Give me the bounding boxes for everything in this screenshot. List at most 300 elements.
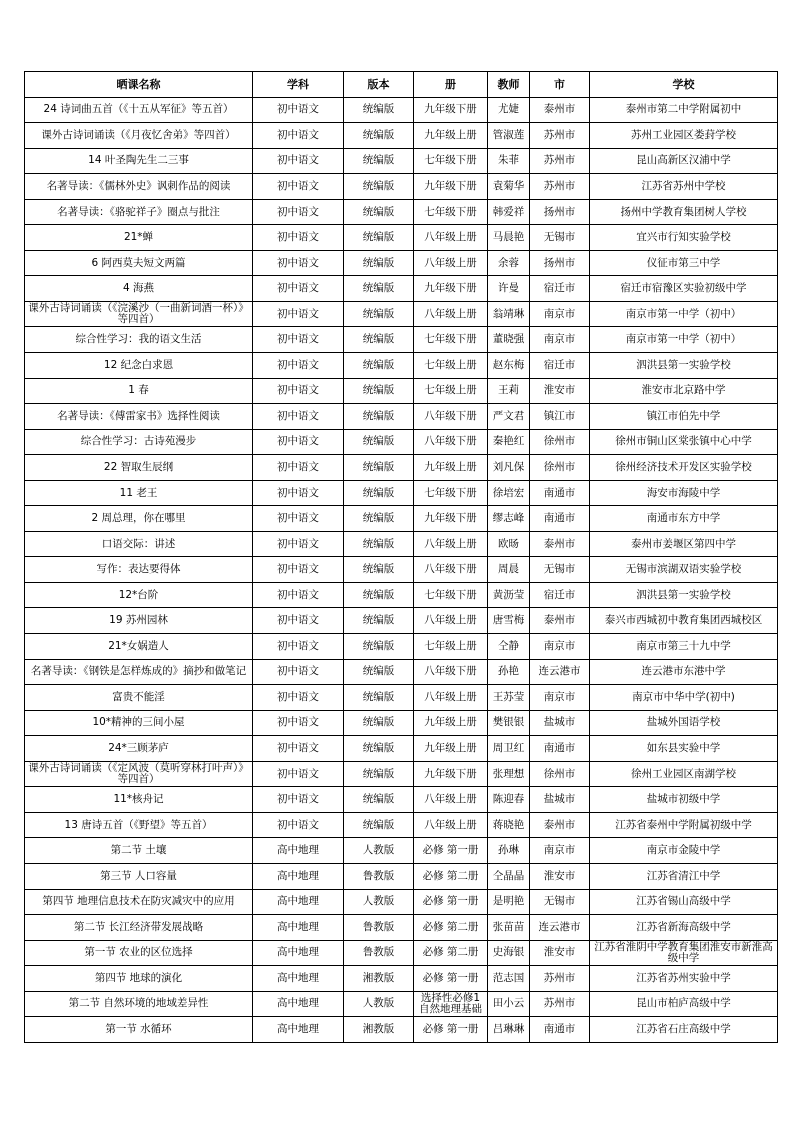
cell-volume: 九年级上册 <box>414 710 488 736</box>
cell-subject: 初中语文 <box>253 659 344 685</box>
table-row <box>25 429 778 455</box>
cell-school: 南京市金陵中学 <box>590 838 778 864</box>
cell-edition: 统编版 <box>344 404 414 430</box>
cell-subject: 初中语文 <box>253 429 344 455</box>
cell-teacher: 刘凡保 <box>488 455 530 481</box>
cell-city: 苏州市 <box>530 148 590 174</box>
cell-teacher: 严文君 <box>488 404 530 430</box>
cell-subject: 初中语文 <box>253 378 344 404</box>
cell-lesson-name: 12 纪念白求恩 <box>25 353 253 379</box>
table-row <box>25 353 778 379</box>
cell-school: 泰兴市西城初中教育集团西城校区 <box>590 608 778 634</box>
cell-volume: 九年级上册 <box>414 736 488 762</box>
cell-edition: 统编版 <box>344 710 414 736</box>
cell-school: 盐城外国语学校 <box>590 710 778 736</box>
cell-lesson-name: 名著导读：《骆驼祥子》圈点与批注 <box>25 199 253 225</box>
cell-subject: 初中语文 <box>253 276 344 302</box>
cell-volume: 八年级下册 <box>414 557 488 583</box>
cell-city: 扬州市 <box>530 250 590 276</box>
cell-volume: 必修 第二册 <box>414 863 488 889</box>
table-row <box>25 174 778 200</box>
cell-teacher: 是明艳 <box>488 889 530 915</box>
table-row <box>25 634 778 660</box>
cell-subject: 初中语文 <box>253 557 344 583</box>
cell-subject: 初中语文 <box>253 225 344 251</box>
cell-edition: 统编版 <box>344 812 414 838</box>
cell-teacher: 孙艳 <box>488 659 530 685</box>
lesson-table <box>24 71 778 1043</box>
cell-lesson-name: 13 唐诗五首（《野望》等五首） <box>25 812 253 838</box>
cell-city: 徐州市 <box>530 429 590 455</box>
header-lesson-name: 晒课名称 <box>25 72 253 98</box>
cell-subject: 高中地理 <box>253 889 344 915</box>
cell-edition: 人教版 <box>344 991 414 1017</box>
cell-teacher: 范志国 <box>488 966 530 992</box>
cell-school: 无锡市滨湖双语实验学校 <box>590 557 778 583</box>
cell-teacher: 周晨 <box>488 557 530 583</box>
table-row <box>25 838 778 864</box>
cell-lesson-name: 11 老王 <box>25 480 253 506</box>
cell-volume: 七年级上册 <box>414 353 488 379</box>
cell-edition: 鲁教版 <box>344 915 414 941</box>
cell-edition: 统编版 <box>344 531 414 557</box>
cell-edition: 统编版 <box>344 353 414 379</box>
cell-lesson-name: 1 春 <box>25 378 253 404</box>
cell-city: 苏州市 <box>530 123 590 149</box>
cell-volume: 八年级上册 <box>414 301 488 327</box>
cell-school: 泰州市第二中学附属初中 <box>590 97 778 123</box>
cell-school: 如东县实验中学 <box>590 736 778 762</box>
table-row <box>25 915 778 941</box>
cell-volume: 九年级下册 <box>414 97 488 123</box>
cell-city: 徐州市 <box>530 761 590 787</box>
cell-teacher: 张苗苗 <box>488 915 530 941</box>
cell-teacher: 韩爱祥 <box>488 199 530 225</box>
table-row <box>25 1017 778 1043</box>
cell-teacher: 仝静 <box>488 634 530 660</box>
cell-teacher: 欧旸 <box>488 531 530 557</box>
cell-volume: 七年级下册 <box>414 148 488 174</box>
cell-edition: 统编版 <box>344 582 414 608</box>
cell-volume: 九年级下册 <box>414 174 488 200</box>
cell-city: 南京市 <box>530 685 590 711</box>
cell-volume: 八年级上册 <box>414 812 488 838</box>
cell-edition: 统编版 <box>344 327 414 353</box>
table-row <box>25 736 778 762</box>
cell-edition: 统编版 <box>344 199 414 225</box>
cell-lesson-name: 22 智取生辰纲 <box>25 455 253 481</box>
cell-lesson-name: 综合性学习：我的语文生活 <box>25 327 253 353</box>
table-row <box>25 148 778 174</box>
cell-city: 南京市 <box>530 634 590 660</box>
cell-lesson-name: 第一节 水循环 <box>25 1017 253 1043</box>
cell-school: 南京市中华中学(初中) <box>590 685 778 711</box>
cell-volume: 八年级上册 <box>414 685 488 711</box>
cell-volume: 必修 第二册 <box>414 940 488 966</box>
cell-subject: 初中语文 <box>253 812 344 838</box>
cell-school: 江苏省锡山高级中学 <box>590 889 778 915</box>
cell-volume: 必修 第一册 <box>414 1017 488 1043</box>
cell-subject: 初中语文 <box>253 608 344 634</box>
cell-subject: 初中语文 <box>253 301 344 327</box>
cell-subject: 高中地理 <box>253 966 344 992</box>
cell-lesson-name: 24 诗词曲五首（《十五从军征》等五首） <box>25 97 253 123</box>
cell-school: 江苏省清江中学 <box>590 863 778 889</box>
cell-school: 盐城市初级中学 <box>590 787 778 813</box>
cell-city: 南京市 <box>530 327 590 353</box>
table-row <box>25 991 778 1017</box>
cell-volume: 八年级上册 <box>414 787 488 813</box>
cell-lesson-name: 24*三顾茅庐 <box>25 736 253 762</box>
cell-school: 连云港市东港中学 <box>590 659 778 685</box>
cell-lesson-name: 名著导读：《傅雷家书》选择性阅读 <box>25 404 253 430</box>
cell-volume: 七年级下册 <box>414 480 488 506</box>
table-header-row <box>25 72 778 98</box>
cell-edition: 鲁教版 <box>344 940 414 966</box>
cell-teacher: 王苏莹 <box>488 685 530 711</box>
cell-city: 南京市 <box>530 838 590 864</box>
cell-lesson-name: 12*台阶 <box>25 582 253 608</box>
cell-lesson-name: 14 叶圣陶先生二三事 <box>25 148 253 174</box>
cell-edition: 湘教版 <box>344 1017 414 1043</box>
table-row <box>25 940 778 966</box>
cell-city: 徐州市 <box>530 455 590 481</box>
cell-city: 苏州市 <box>530 991 590 1017</box>
cell-teacher: 史海银 <box>488 940 530 966</box>
cell-school: 江苏省新海高级中学 <box>590 915 778 941</box>
cell-subject: 高中地理 <box>253 863 344 889</box>
header-school: 学校 <box>590 72 778 98</box>
cell-lesson-name: 富贵不能淫 <box>25 685 253 711</box>
table-row <box>25 97 778 123</box>
cell-lesson-name: 名著导读：《钢铁是怎样炼成的》摘抄和做笔记 <box>25 659 253 685</box>
table-row <box>25 710 778 736</box>
cell-edition: 统编版 <box>344 634 414 660</box>
cell-teacher: 赵东梅 <box>488 353 530 379</box>
cell-city: 盐城市 <box>530 710 590 736</box>
cell-edition: 鲁教版 <box>344 863 414 889</box>
cell-school: 海安市海陵中学 <box>590 480 778 506</box>
cell-subject: 初中语文 <box>253 710 344 736</box>
header-city: 市 <box>530 72 590 98</box>
cell-volume: 七年级下册 <box>414 199 488 225</box>
cell-lesson-name: 21*蝉 <box>25 225 253 251</box>
cell-subject: 高中地理 <box>253 991 344 1017</box>
cell-city: 无锡市 <box>530 889 590 915</box>
table-row <box>25 250 778 276</box>
table-row <box>25 404 778 430</box>
cell-volume: 七年级下册 <box>414 582 488 608</box>
cell-city: 盐城市 <box>530 787 590 813</box>
cell-teacher: 马晨艳 <box>488 225 530 251</box>
cell-subject: 初中语文 <box>253 736 344 762</box>
table-row <box>25 531 778 557</box>
cell-edition: 统编版 <box>344 736 414 762</box>
cell-subject: 初中语文 <box>253 685 344 711</box>
cell-edition: 统编版 <box>344 480 414 506</box>
cell-school: 昆山市柏庐高级中学 <box>590 991 778 1017</box>
cell-teacher: 缪志峰 <box>488 506 530 532</box>
cell-city: 镇江市 <box>530 404 590 430</box>
cell-volume: 必修 第二册 <box>414 915 488 941</box>
table-row <box>25 787 778 813</box>
cell-lesson-name: 第三节 人口容量 <box>25 863 253 889</box>
cell-school: 江苏省苏州实验中学 <box>590 966 778 992</box>
table-row <box>25 276 778 302</box>
cell-subject: 初中语文 <box>253 455 344 481</box>
cell-lesson-name: 课外古诗词诵读（《定风波（莫听穿林打叶声）》等四首） <box>25 761 253 787</box>
cell-lesson-name: 第四节 地理信息技术在防灾减灾中的应用 <box>25 889 253 915</box>
cell-edition: 统编版 <box>344 761 414 787</box>
cell-subject: 初中语文 <box>253 480 344 506</box>
cell-school: 徐州经济技术开发区实验学校 <box>590 455 778 481</box>
cell-teacher: 尤婕 <box>488 97 530 123</box>
table-row <box>25 659 778 685</box>
cell-city: 南通市 <box>530 480 590 506</box>
cell-city: 泰州市 <box>530 608 590 634</box>
cell-subject: 初中语文 <box>253 404 344 430</box>
cell-subject: 初中语文 <box>253 327 344 353</box>
cell-teacher: 仝晶晶 <box>488 863 530 889</box>
cell-teacher: 秦艳红 <box>488 429 530 455</box>
cell-school: 仪征市第三中学 <box>590 250 778 276</box>
cell-school: 淮安市北京路中学 <box>590 378 778 404</box>
table-row <box>25 506 778 532</box>
cell-teacher: 朱菲 <box>488 148 530 174</box>
cell-lesson-name: 4 海燕 <box>25 276 253 302</box>
cell-city: 泰州市 <box>530 97 590 123</box>
cell-teacher: 田小云 <box>488 991 530 1017</box>
cell-city: 淮安市 <box>530 940 590 966</box>
table-row <box>25 582 778 608</box>
cell-edition: 统编版 <box>344 225 414 251</box>
cell-subject: 初中语文 <box>253 634 344 660</box>
cell-volume: 八年级上册 <box>414 225 488 251</box>
cell-school: 泗洪县第一实验学校 <box>590 582 778 608</box>
cell-teacher: 余蓉 <box>488 250 530 276</box>
cell-edition: 统编版 <box>344 123 414 149</box>
table-row <box>25 863 778 889</box>
cell-school: 扬州中学教育集团树人学校 <box>590 199 778 225</box>
cell-school: 南京市第一中学（初中） <box>590 327 778 353</box>
cell-subject: 初中语文 <box>253 531 344 557</box>
cell-volume: 九年级上册 <box>414 455 488 481</box>
table-row <box>25 966 778 992</box>
cell-lesson-name: 口语交际：讲述 <box>25 531 253 557</box>
cell-city: 淮安市 <box>530 863 590 889</box>
cell-lesson-name: 6 阿西莫夫短文两篇 <box>25 250 253 276</box>
cell-edition: 统编版 <box>344 608 414 634</box>
cell-lesson-name: 写作：表达要得体 <box>25 557 253 583</box>
cell-edition: 统编版 <box>344 174 414 200</box>
cell-city: 南京市 <box>530 301 590 327</box>
cell-city: 泰州市 <box>530 812 590 838</box>
cell-school: 泰州市姜堰区第四中学 <box>590 531 778 557</box>
cell-school: 南京市第一中学（初中） <box>590 301 778 327</box>
cell-teacher: 孙琳 <box>488 838 530 864</box>
cell-volume: 八年级上册 <box>414 250 488 276</box>
header-teacher: 教师 <box>488 72 530 98</box>
cell-volume: 七年级上册 <box>414 378 488 404</box>
cell-teacher: 黄沥莹 <box>488 582 530 608</box>
cell-school: 宿迁市宿豫区实验初级中学 <box>590 276 778 302</box>
cell-city: 连云港市 <box>530 915 590 941</box>
cell-city: 泰州市 <box>530 531 590 557</box>
cell-volume: 七年级下册 <box>414 327 488 353</box>
cell-lesson-name: 19 苏州园林 <box>25 608 253 634</box>
cell-volume: 八年级上册 <box>414 608 488 634</box>
cell-edition: 统编版 <box>344 557 414 583</box>
cell-volume: 九年级下册 <box>414 506 488 532</box>
cell-volume: 九年级下册 <box>414 276 488 302</box>
cell-city: 宿迁市 <box>530 276 590 302</box>
cell-school: 南京市第三十九中学 <box>590 634 778 660</box>
cell-teacher: 管淑莲 <box>488 123 530 149</box>
cell-lesson-name: 2 周总理，你在哪里 <box>25 506 253 532</box>
cell-teacher: 陈迎春 <box>488 787 530 813</box>
cell-school: 昆山高新区汉浦中学 <box>590 148 778 174</box>
cell-city: 苏州市 <box>530 174 590 200</box>
cell-volume: 七年级上册 <box>414 634 488 660</box>
header-volume: 册 <box>414 72 488 98</box>
cell-school: 江苏省泰州中学附属初级中学 <box>590 812 778 838</box>
cell-school: 江苏省苏州中学校 <box>590 174 778 200</box>
cell-volume: 八年级下册 <box>414 404 488 430</box>
cell-teacher: 徐培宏 <box>488 480 530 506</box>
header-subject: 学科 <box>253 72 344 98</box>
cell-teacher: 许曼 <box>488 276 530 302</box>
cell-volume: 必修 第一册 <box>414 889 488 915</box>
cell-teacher: 周卫红 <box>488 736 530 762</box>
cell-school: 苏州工业园区娄葑学校 <box>590 123 778 149</box>
cell-subject: 初中语文 <box>253 148 344 174</box>
cell-edition: 统编版 <box>344 97 414 123</box>
cell-edition: 统编版 <box>344 301 414 327</box>
table-row <box>25 123 778 149</box>
cell-edition: 湘教版 <box>344 966 414 992</box>
cell-city: 南通市 <box>530 1017 590 1043</box>
cell-edition: 统编版 <box>344 506 414 532</box>
table-row <box>25 480 778 506</box>
table-row <box>25 557 778 583</box>
table-body <box>25 97 778 1042</box>
cell-edition: 统编版 <box>344 276 414 302</box>
cell-subject: 高中地理 <box>253 838 344 864</box>
cell-subject: 初中语文 <box>253 174 344 200</box>
cell-subject: 高中地理 <box>253 940 344 966</box>
cell-school: 镇江市伯先中学 <box>590 404 778 430</box>
table-row <box>25 761 778 787</box>
cell-school: 南通市东方中学 <box>590 506 778 532</box>
cell-lesson-name: 11*核舟记 <box>25 787 253 813</box>
cell-subject: 初中语文 <box>253 761 344 787</box>
cell-city: 扬州市 <box>530 199 590 225</box>
cell-lesson-name: 第四节 地球的演化 <box>25 966 253 992</box>
cell-lesson-name: 课外古诗词诵读（《浣溪沙（一曲新词酒一杯）》等四首） <box>25 301 253 327</box>
cell-lesson-name: 综合性学习：古诗苑漫步 <box>25 429 253 455</box>
cell-city: 宿迁市 <box>530 353 590 379</box>
cell-lesson-name: 第二节 长江经济带发展战略 <box>25 915 253 941</box>
table-row <box>25 225 778 251</box>
table-row <box>25 889 778 915</box>
cell-lesson-name: 课外古诗词诵读（《月夜忆舍弟》等四首） <box>25 123 253 149</box>
cell-teacher: 袁菊华 <box>488 174 530 200</box>
cell-edition: 统编版 <box>344 455 414 481</box>
cell-school: 徐州市铜山区棠张镇中心中学 <box>590 429 778 455</box>
cell-subject: 初中语文 <box>253 97 344 123</box>
cell-edition: 统编版 <box>344 378 414 404</box>
cell-lesson-name: 10*精神的三间小屋 <box>25 710 253 736</box>
cell-edition: 统编版 <box>344 148 414 174</box>
cell-volume: 八年级下册 <box>414 429 488 455</box>
table-row <box>25 608 778 634</box>
header-edition: 版本 <box>344 72 414 98</box>
cell-city: 无锡市 <box>530 557 590 583</box>
cell-teacher: 唐雪梅 <box>488 608 530 634</box>
cell-city: 淮安市 <box>530 378 590 404</box>
cell-lesson-name: 第二节 土壤 <box>25 838 253 864</box>
cell-volume: 九年级下册 <box>414 761 488 787</box>
cell-volume: 必修 第一册 <box>414 838 488 864</box>
cell-edition: 统编版 <box>344 787 414 813</box>
cell-city: 苏州市 <box>530 966 590 992</box>
cell-lesson-name: 第一节 农业的区位选择 <box>25 940 253 966</box>
cell-teacher: 翁靖琳 <box>488 301 530 327</box>
table-row <box>25 812 778 838</box>
cell-teacher: 吕琳琳 <box>488 1017 530 1043</box>
cell-teacher: 王莉 <box>488 378 530 404</box>
cell-school: 宜兴市行知实验学校 <box>590 225 778 251</box>
cell-lesson-name: 第二节 自然环境的地域差异性 <box>25 991 253 1017</box>
cell-subject: 高中地理 <box>253 1017 344 1043</box>
cell-city: 连云港市 <box>530 659 590 685</box>
cell-volume: 八年级上册 <box>414 531 488 557</box>
cell-subject: 初中语文 <box>253 353 344 379</box>
cell-school: 徐州工业园区南湖学校 <box>590 761 778 787</box>
cell-lesson-name: 名著导读：《儒林外史》讽刺作品的阅读 <box>25 174 253 200</box>
cell-subject: 初中语文 <box>253 582 344 608</box>
table-row <box>25 301 778 327</box>
cell-teacher: 蒋晓艳 <box>488 812 530 838</box>
cell-edition: 统编版 <box>344 659 414 685</box>
cell-school: 江苏省石庄高级中学 <box>590 1017 778 1043</box>
cell-school: 江苏省淮阴中学教育集团淮安市新淮高级中学 <box>590 940 778 966</box>
cell-teacher: 樊银银 <box>488 710 530 736</box>
cell-subject: 高中地理 <box>253 915 344 941</box>
cell-edition: 人教版 <box>344 838 414 864</box>
table-row <box>25 327 778 353</box>
cell-city: 南通市 <box>530 506 590 532</box>
table-row <box>25 378 778 404</box>
cell-city: 无锡市 <box>530 225 590 251</box>
cell-city: 宿迁市 <box>530 582 590 608</box>
cell-subject: 初中语文 <box>253 787 344 813</box>
cell-teacher: 张理想 <box>488 761 530 787</box>
cell-city: 南通市 <box>530 736 590 762</box>
cell-edition: 统编版 <box>344 429 414 455</box>
table-row <box>25 455 778 481</box>
cell-school: 泗洪县第一实验学校 <box>590 353 778 379</box>
cell-volume: 必修 第一册 <box>414 966 488 992</box>
table-row <box>25 685 778 711</box>
cell-edition: 人教版 <box>344 889 414 915</box>
cell-subject: 初中语文 <box>253 199 344 225</box>
cell-teacher: 董晓强 <box>488 327 530 353</box>
cell-volume: 八年级下册 <box>414 659 488 685</box>
cell-subject: 初中语文 <box>253 506 344 532</box>
cell-subject: 初中语文 <box>253 123 344 149</box>
table-row <box>25 199 778 225</box>
